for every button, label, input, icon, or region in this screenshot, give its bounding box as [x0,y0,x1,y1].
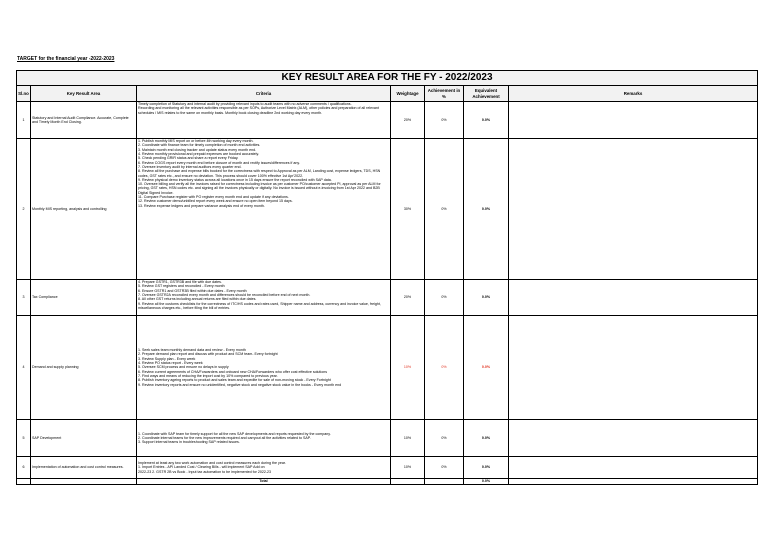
header-achievement: Achievement in % [425,86,464,102]
total-spacer [391,479,425,485]
row-kra: Demand and supply planning [31,316,137,420]
row-criteria [137,139,391,280]
row-equivalent: 0.0% [464,102,509,139]
row-weightage: 30% [391,139,425,280]
table-row [17,420,758,457]
row-slno: 5 [17,420,31,457]
row-remarks [509,457,758,479]
criteria-text: Timely completion of Statutory and internal audit by providing relevant inputs to audit teams with no adverse comments / qualifications. Recording and monitoring all the relevant activities responsible as per SOPs, Authorize Level Matrix (ALM), other policies and preparation of all relevant schedules / MIS relates to the same on monthly basis. Monthly book closing deadline 2nd working day every month. [138,102,379,115]
total-spacer [509,479,758,485]
row-weightage: 10% [391,420,425,457]
total-spacer [31,479,137,485]
row-criteria [137,316,391,420]
header-slno: Sl.no [17,86,31,102]
row-weightage: 10% [391,316,425,420]
table-row [17,102,758,139]
row-kra: Statutory and Internal Audit Compliance. Accurate, Complete and Timely Month End Closing. [31,102,137,139]
row-achievement: 0% [425,280,464,316]
row-kra: Monthly MIS reporting, analysis and controlling [31,139,137,280]
row-criteria [137,102,391,139]
row-remarks [509,102,758,139]
total-spacer [17,479,31,485]
header-criteria: Criteria [137,86,391,102]
total-label: Total [137,479,391,485]
header-kra: Key Result Area [31,86,137,102]
row-achievement: 0% [425,139,464,280]
total-spacer [425,479,464,485]
row-kra: SAP Development [31,420,137,457]
row-kra: Tax Compliance [31,280,137,316]
total-row [17,479,758,485]
table-row [17,457,758,479]
row-slno: 1 [17,102,31,139]
row-weightage: 20% [391,280,425,316]
row-remarks [509,280,758,316]
row-achievement: 0% [425,420,464,457]
target-label: TARGET for the financial year -2022-2023 [17,56,115,62]
row-equivalent: 0.0% [464,457,509,479]
header-weightage: Weightage [391,86,425,102]
row-weightage: 20% [391,102,425,139]
row-remarks [509,420,758,457]
criteria-text: 1. Coordinate with SAP team for timely support for all the new SAP developments and reports requested by the company. 2. Coordinate internal teams for the new improvements required and carryout all the activities related to SAP. 3. Support internal teams in troubleshooting SAP related issues. [138,431,331,445]
row-slno: 6 [17,457,31,479]
row-criteria [137,420,391,457]
row-weightage: 10% [391,457,425,479]
criteria-text: 1. Seek sales team monthly demand data and review - Every month 2. Prepare demand plan report and discuss with product and SCM team- Every fortnight 3. Review Supply plan - Every week 4. Review PO status report - Every week 5. Oversee SCM process and ensure no delays in supply 6. Review current agreements of CHA/Forwarders and onboard new CHA/Forwarders who offer cost effective solutions 7. Find ways and means of reducing the import cost by 10% compared to previous year. 8. Publish inventory ageing reports to product and sales team and expedite for sale of non-moving stock - Every Fortnight 9. Review inventory reports and ensure no unidentified, negative stock and negative stock value in the books - Every month end [138,348,342,387]
row-equivalent: 0.0% [464,139,509,280]
table-title: KEY RESULT AREA FOR THE FY - 2022/2023 [17,71,758,86]
total-equivalent: 0.0% [464,479,509,485]
kra-table [16,70,758,485]
criteria-text: Implement at least any two work automation and cost control measures each during the year. 1. Import Entries - API Landed Cost / Clearing Bills - will implement SAP Add on 2022-23 2. GSTR 2B vs Book - Input tax automation to be implemented for 2022-23 [138,461,286,474]
row-criteria [137,280,391,316]
row-equivalent: 0.0% [464,316,509,420]
row-remarks [509,139,758,280]
table-row [17,139,758,280]
row-slno: 3 [17,280,31,316]
criteria-text: 1. Publish monthly MIS report on or before 4th working day every month. 2. Coordinate with finance team for timely completion of month end activities. 3. Maintain month end closing tracker and update status every month end. 4. Review monthly provisional and prepaid expenses are booked accurately. 5. Check pending GRIR status and share a report every Friday. 6. Review COGS report every month end before closure of month and rectify issues/differences if any. 7. Oversee inventory audit by internal auditors every quarter end. 8. Review all the purchase and expense bills booked for the correctness with respect to Approval as per ALM, Landing cost, expense ledgers, TDS, HSN codes, GST rates etc., and ensure no deviation. This process should cover 100% effective 1st Apr'2022. 9. Review physical demo inventory status across all locations once in 15 days ensure the report reconciled with SAP data. 10. Oversee billing and verify all the invoices raised for correctness including invoice as per customer PO/customer accepted PI, approval as per ALM for pricing, GST rates, HSN codes etc. and signing all the invoices physically or digitally. No invoice is issued without e-invoicing from 1st Apr 2022 and B2B Digital Signed Invoice. 11. Compare Purchase register with PO register every month end and update if any deviations. 12. Review customer demo/unbilled report every week and ensure no open item beyond 15 days. 13. Review expense ledgers and prepare variance analysis end of every month. [138,139,381,208]
row-slno: 4 [17,316,31,420]
table-row [17,316,758,420]
row-kra: Implementation of automation and cost control measures. [31,457,137,479]
row-equivalent: 0.0% [464,280,509,316]
header-remarks: Remarks [509,86,758,102]
row-remarks [509,316,758,420]
header-equivalent: Equivalent Achievement [464,86,509,102]
row-achievement: 0% [425,316,464,420]
table-row [17,280,758,316]
row-slno: 2 [17,139,31,280]
row-achievement: 0% [425,457,464,479]
row-achievement: 0% [425,102,464,139]
criteria-text: 4. Prepare GSTR1, GSTR3B and file with due dates. 5. Review GST registers and reconciled - Every month 6. Ensure GSTR1 and GSTR3B filed within due dates - Every month 7. Oversee GSTR2A reconciled every month and differences should be reconciled before end of next month. 8. All other GST returns including annual returns are filed within due dates. 9. Review all the customs checklists for the correctness of ITC/HS codes and rates used, Shipper name and address, currency and invoice value, freight, miscellaneous charges etc., before filing the bill of entries. [138,280,381,310]
row-equivalent: 0.0% [464,420,509,457]
row-criteria [137,457,391,479]
